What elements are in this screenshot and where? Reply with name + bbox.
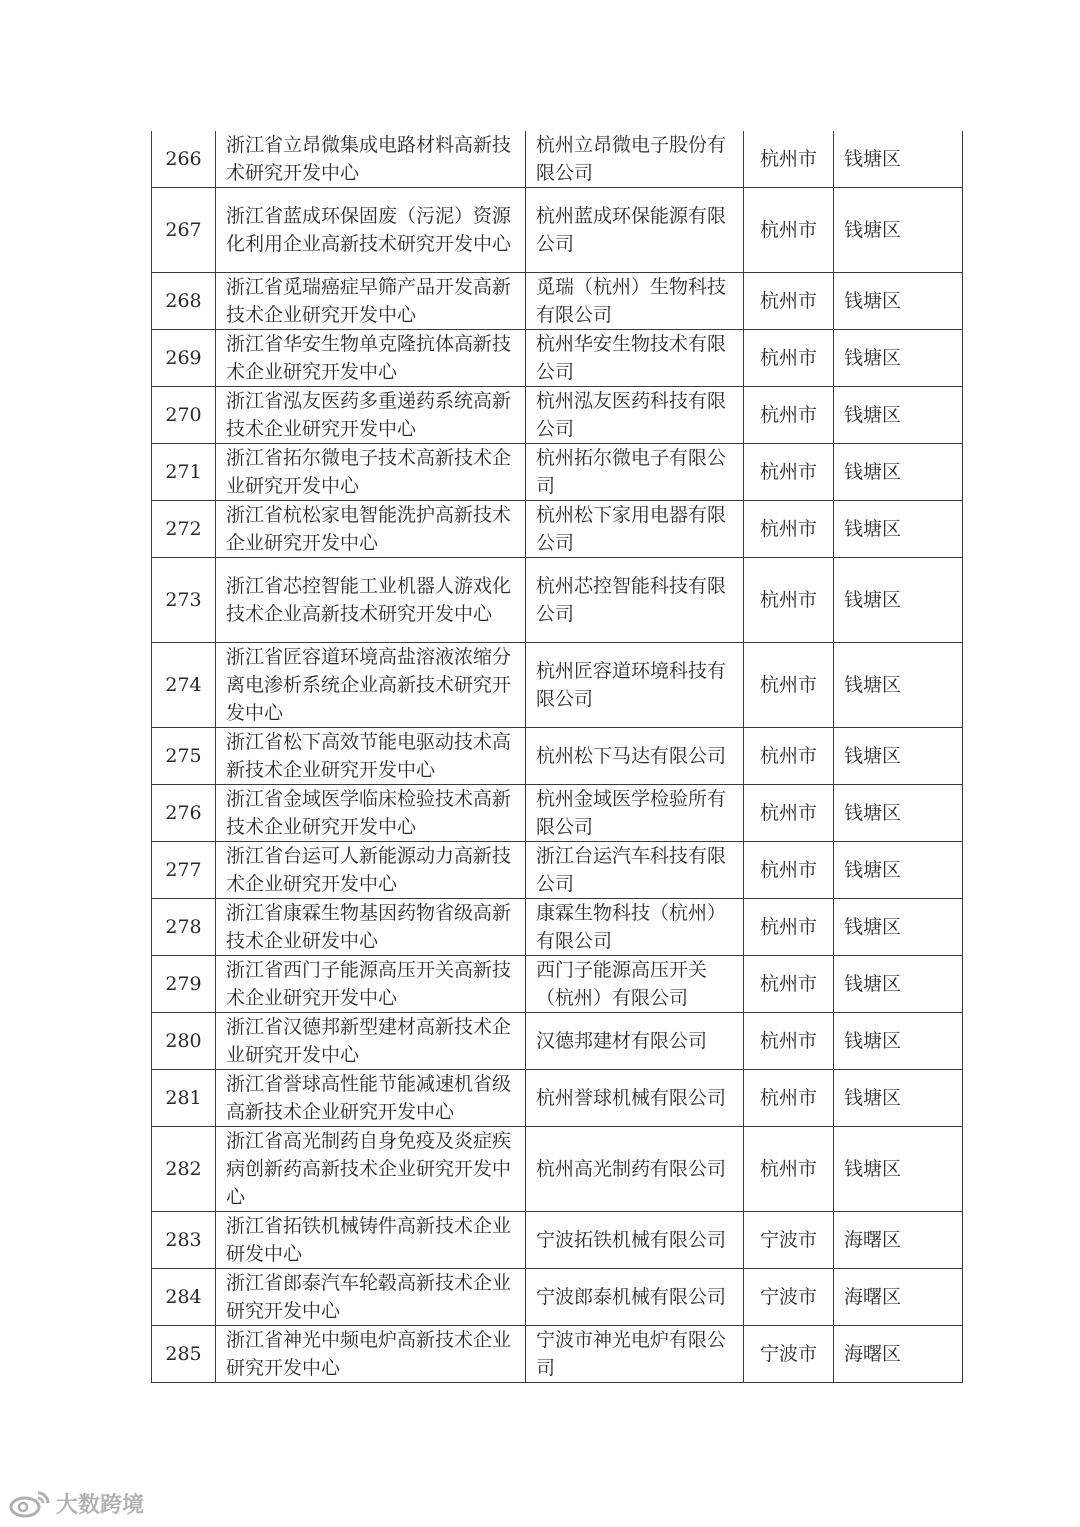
company-name-cell: 杭州匠容道环境科技有限公司	[526, 643, 744, 728]
district-cell: 钱塘区	[834, 330, 963, 387]
company-name-cell: 宁波拓铁机械有限公司	[526, 1212, 744, 1269]
row-number-cell: 285	[152, 1326, 216, 1383]
center-name-cell: 浙江省匠容道环境高盐溶液浓缩分离电渗析系统企业高新技术研究开发中心	[216, 643, 526, 728]
district-cell: 钱塘区	[834, 131, 963, 188]
city-cell: 杭州市	[744, 1013, 834, 1070]
company-name-cell: 宁波市神光电炉有限公司	[526, 1326, 744, 1383]
company-name-cell: 汉德邦建材有限公司	[526, 1013, 744, 1070]
row-number-cell: 279	[152, 956, 216, 1013]
center-name-cell: 浙江省神光中频电炉高新技术企业研究开发中心	[216, 1326, 526, 1383]
table-row	[152, 131, 963, 188]
row-number-cell: 270	[152, 387, 216, 444]
record-table	[151, 131, 963, 1383]
table-row	[152, 330, 963, 387]
company-name-cell: 杭州松下家用电器有限公司	[526, 501, 744, 558]
city-cell: 杭州市	[744, 956, 834, 1013]
row-number-cell: 273	[152, 558, 216, 643]
company-name-cell: 杭州华安生物技术有限公司	[526, 330, 744, 387]
table-row	[152, 643, 963, 728]
company-name-cell: 杭州誉球机械有限公司	[526, 1070, 744, 1127]
weibo-logo-icon	[8, 1489, 52, 1519]
table-row	[152, 1070, 963, 1127]
district-cell: 钱塘区	[834, 1013, 963, 1070]
center-name-cell: 浙江省松下高效节能电驱动技术高新技术企业研究开发中心	[216, 728, 526, 785]
center-name-cell: 浙江省华安生物单克隆抗体高新技术企业研究开发中心	[216, 330, 526, 387]
city-cell: 杭州市	[744, 444, 834, 501]
table-row	[152, 273, 963, 330]
district-cell: 海曙区	[834, 1326, 963, 1383]
district-cell: 钱塘区	[834, 387, 963, 444]
city-cell: 杭州市	[744, 558, 834, 643]
watermark	[8, 1488, 144, 1519]
center-name-cell: 浙江省郎泰汽车轮毂高新技术企业研究开发中心	[216, 1269, 526, 1326]
center-name-cell: 浙江省高光制药自身免疫及炎症疾病创新药高新技术企业研究开发中心	[216, 1127, 526, 1212]
center-name-cell: 浙江省拓尔微电子技术高新技术企业研究开发中心	[216, 444, 526, 501]
district-cell: 钱塘区	[834, 899, 963, 956]
district-cell: 海曙区	[834, 1212, 963, 1269]
center-name-cell: 浙江省金域医学临床检验技术高新技术企业研究开发中心	[216, 785, 526, 842]
center-name-cell: 浙江省誉球高性能节能减速机省级高新技术企业研究开发中心	[216, 1070, 526, 1127]
company-name-cell: 康霖生物科技（杭州）有限公司	[526, 899, 744, 956]
city-cell: 杭州市	[744, 842, 834, 899]
table-row	[152, 558, 963, 643]
company-name-cell: 杭州松下马达有限公司	[526, 728, 744, 785]
watermark-text: 大数跨境	[56, 1493, 145, 1518]
table-row	[152, 785, 963, 842]
company-name-cell: 杭州高光制药有限公司	[526, 1127, 744, 1212]
company-name-cell: 杭州金域医学检验所有限公司	[526, 785, 744, 842]
table-row	[152, 387, 963, 444]
city-cell: 杭州市	[744, 501, 834, 558]
row-number-cell: 269	[152, 330, 216, 387]
city-cell: 杭州市	[744, 643, 834, 728]
company-name-cell: 杭州蓝成环保能源有限公司	[526, 188, 744, 273]
table-row	[152, 899, 963, 956]
row-number-cell: 277	[152, 842, 216, 899]
company-name-cell: 西门子能源高压开关（杭州）有限公司	[526, 956, 744, 1013]
row-number-cell: 271	[152, 444, 216, 501]
district-cell: 海曙区	[834, 1269, 963, 1326]
city-cell: 杭州市	[744, 728, 834, 785]
district-cell: 钱塘区	[834, 444, 963, 501]
center-name-cell: 浙江省杭松家电智能洗护高新技术企业研究开发中心	[216, 501, 526, 558]
district-cell: 钱塘区	[834, 1127, 963, 1212]
record-table-body	[152, 131, 963, 1383]
table-row	[152, 728, 963, 785]
district-cell: 钱塘区	[834, 501, 963, 558]
city-cell: 杭州市	[744, 1070, 834, 1127]
company-name-cell: 杭州芯控智能科技有限公司	[526, 558, 744, 643]
center-name-cell: 浙江省西门子能源高压开关高新技术企业研究开发中心	[216, 956, 526, 1013]
district-cell: 钱塘区	[834, 558, 963, 643]
center-name-cell: 浙江省拓铁机械铸件高新技术企业研发中心	[216, 1212, 526, 1269]
center-name-cell: 浙江省台运可人新能源动力高新技术企业研究开发中心	[216, 842, 526, 899]
table-row	[152, 1127, 963, 1212]
district-cell: 钱塘区	[834, 728, 963, 785]
table-row	[152, 1212, 963, 1269]
table-row	[152, 1326, 963, 1383]
table-row	[152, 956, 963, 1013]
table-row	[152, 842, 963, 899]
city-cell: 杭州市	[744, 785, 834, 842]
row-number-cell: 266	[152, 131, 216, 188]
row-number-cell: 274	[152, 643, 216, 728]
center-name-cell: 浙江省汉德邦新型建材高新技术企业研究开发中心	[216, 1013, 526, 1070]
district-cell: 钱塘区	[834, 956, 963, 1013]
table-row	[152, 1013, 963, 1070]
center-name-cell: 浙江省芯控智能工业机器人游戏化技术企业高新技术研究开发中心	[216, 558, 526, 643]
row-number-cell: 282	[152, 1127, 216, 1212]
district-cell: 钱塘区	[834, 1070, 963, 1127]
district-cell: 钱塘区	[834, 273, 963, 330]
company-name-cell: 杭州泓友医药科技有限公司	[526, 387, 744, 444]
row-number-cell: 278	[152, 899, 216, 956]
row-number-cell: 276	[152, 785, 216, 842]
table-row	[152, 1269, 963, 1326]
table-row	[152, 501, 963, 558]
table-row	[152, 444, 963, 501]
center-name-cell: 浙江省泓友医药多重递药系统高新技术企业研究开发中心	[216, 387, 526, 444]
row-number-cell: 281	[152, 1070, 216, 1127]
city-cell: 杭州市	[744, 387, 834, 444]
district-cell: 钱塘区	[834, 643, 963, 728]
row-number-cell: 275	[152, 728, 216, 785]
city-cell: 杭州市	[744, 330, 834, 387]
city-cell: 杭州市	[744, 131, 834, 188]
city-cell: 宁波市	[744, 1326, 834, 1383]
company-name-cell: 宁波郎泰机械有限公司	[526, 1269, 744, 1326]
city-cell: 杭州市	[744, 188, 834, 273]
city-cell: 杭州市	[744, 1127, 834, 1212]
table-row	[152, 188, 963, 273]
row-number-cell: 283	[152, 1212, 216, 1269]
center-name-cell: 浙江省立昂微集成电路材料高新技术研究开发中心	[216, 131, 526, 188]
company-name-cell: 浙江台运汽车科技有限公司	[526, 842, 744, 899]
district-cell: 钱塘区	[834, 842, 963, 899]
district-cell: 钱塘区	[834, 785, 963, 842]
city-cell: 杭州市	[744, 273, 834, 330]
row-number-cell: 268	[152, 273, 216, 330]
city-cell: 宁波市	[744, 1212, 834, 1269]
center-name-cell: 浙江省蓝成环保固废（污泥）资源化利用企业高新技术研究开发中心	[216, 188, 526, 273]
center-name-cell: 浙江省觅瑞癌症早筛产品开发高新技术企业研究开发中心	[216, 273, 526, 330]
row-number-cell: 267	[152, 188, 216, 273]
row-number-cell: 272	[152, 501, 216, 558]
company-name-cell: 杭州拓尔微电子有限公司	[526, 444, 744, 501]
city-cell: 杭州市	[744, 899, 834, 956]
city-cell: 宁波市	[744, 1269, 834, 1326]
center-name-cell: 浙江省康霖生物基因药物省级高新技术企业研发中心	[216, 899, 526, 956]
row-number-cell: 280	[152, 1013, 216, 1070]
company-name-cell: 杭州立昂微电子股份有限公司	[526, 131, 744, 188]
row-number-cell: 284	[152, 1269, 216, 1326]
district-cell: 钱塘区	[834, 188, 963, 273]
company-name-cell: 觅瑞（杭州）生物科技有限公司	[526, 273, 744, 330]
